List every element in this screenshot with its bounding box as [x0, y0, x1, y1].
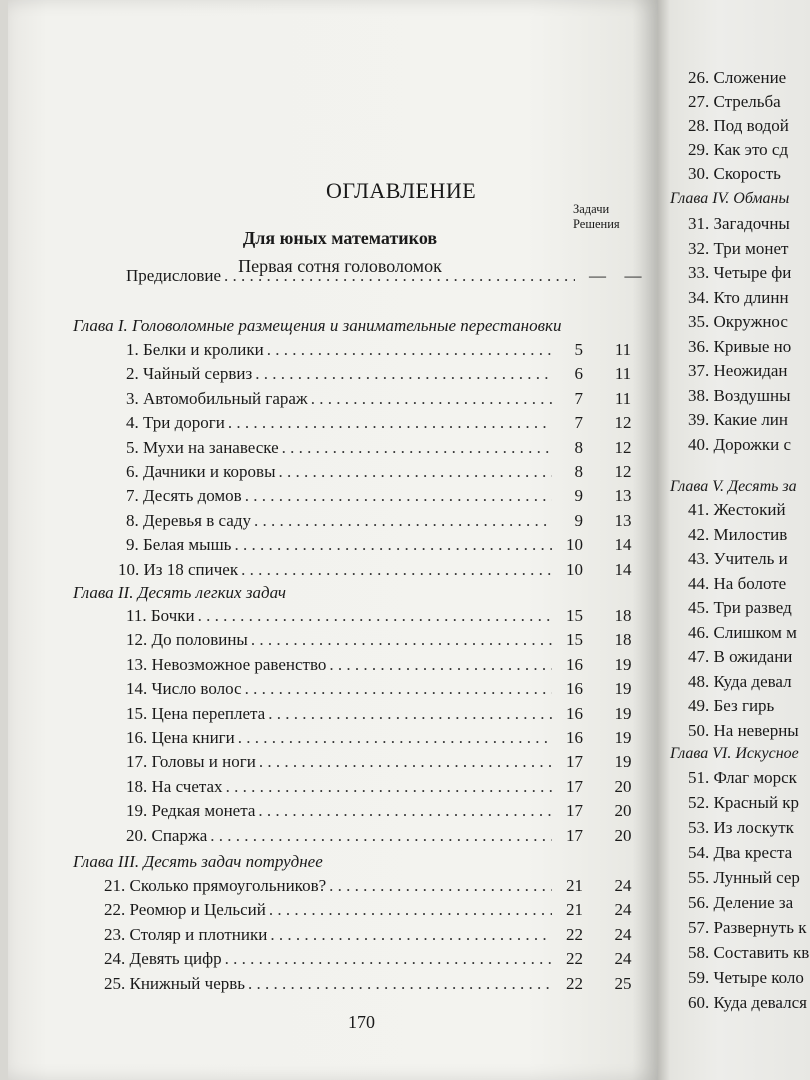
solution-page: 14: [614, 535, 632, 555]
toc-entry-title: 13. Невозможное равенство: [126, 654, 327, 674]
leader-dots: [254, 511, 552, 531]
toc-entry-title: 16. Цена книги: [126, 728, 235, 747]
toc-entry: [126, 630, 632, 652]
toc-entry: 49. Без гирь: [688, 696, 775, 715]
problem-page: 22: [566, 949, 583, 969]
toc-entry-title: 7. Десять домов: [126, 486, 242, 506]
right-page: [658, 0, 810, 1080]
toc-entry: 36. Кривые но: [688, 336, 792, 356]
leader-dots: [259, 752, 552, 772]
leader-dots: [311, 389, 552, 409]
section-title: Для юных математиков: [242, 228, 438, 248]
solution-page: 24: [614, 876, 632, 895]
toc-entry: [126, 364, 632, 386]
solution-page: 14: [614, 559, 632, 579]
toc-entry: 52. Красный кр: [688, 793, 800, 812]
problem-page: 17: [566, 752, 583, 772]
toc-entry: [118, 559, 632, 582]
toc-entry-title: 19. Редкая монета: [126, 801, 256, 821]
solution-page: 12: [614, 413, 632, 433]
solution-page: 12: [614, 437, 632, 457]
toc-entry: 26. Сложение: [688, 68, 787, 87]
problem-page: 9: [574, 486, 583, 506]
toc-entry: 50. На неверны: [688, 720, 799, 740]
chapter-heading: Глава I. Головоломные размещения и занимательные перестановки: [73, 316, 562, 335]
toc-entry-title: 8. Деревья в саду: [126, 510, 251, 530]
solution-page: 20: [614, 776, 632, 796]
toc-entry-title: 4. Три дороги: [126, 413, 225, 433]
leader-dots: [255, 364, 552, 384]
leader-dots: [238, 728, 552, 748]
toc-entry: [126, 752, 632, 774]
toc-entry-title: 5. Мухи на занавеске: [126, 437, 279, 457]
toc-entry: [126, 703, 632, 726]
toc-entry: 60. Куда девался: [688, 993, 807, 1012]
toc-entry-title: 12. До половины: [126, 630, 248, 650]
problem-page: 8: [574, 437, 583, 457]
toc-entry-title: 15. Цена переплета: [126, 703, 266, 723]
toc-entry: [104, 949, 632, 971]
toc-entry: [126, 801, 632, 823]
problem-page: 5: [574, 340, 583, 359]
toc-entry-title: 2. Чайный сервиз: [126, 364, 253, 384]
leader-dots: [270, 925, 552, 945]
toc-entry-title: 22. Реомюр и Цельсий: [104, 900, 266, 920]
leader-dots: [241, 560, 552, 580]
problem-page: 7: [574, 413, 583, 433]
toc-entry: 56. Деление за: [688, 893, 794, 912]
toc-entry: 34. Кто длинн: [688, 287, 789, 307]
toc-entry: [104, 876, 632, 898]
toc-entry: [126, 535, 632, 557]
problem-page: 15: [566, 606, 583, 625]
toc-entry-title: 18. На счетах: [126, 776, 223, 796]
solution-page: 24: [614, 949, 632, 969]
toc-entry: [126, 679, 632, 701]
toc-entry: 32. Три монет: [688, 238, 789, 258]
toc-entry: 44. На болоте: [688, 573, 787, 593]
toc-entry: [126, 266, 642, 288]
problem-page: 8: [574, 462, 583, 481]
toc-entry: [126, 825, 632, 848]
toc-entry: [126, 776, 632, 799]
toc-entry: [126, 510, 632, 533]
toc-entry: 51. Флаг морск: [688, 768, 797, 787]
toc-entry: [104, 924, 632, 947]
solution-page: 19: [614, 654, 632, 674]
toc-entry: 42. Милостив: [688, 524, 788, 544]
toc-entry: 53. Из лоскутк: [688, 818, 794, 837]
toc-entry-title: 10. Из 18 спичек: [118, 559, 239, 579]
page-title: ОГЛАВЛЕНИЕ: [326, 178, 477, 203]
problem-page: 10: [566, 559, 583, 579]
problem-page: 10: [566, 535, 583, 555]
solution-page: 25: [614, 973, 632, 993]
problem-page: 15: [566, 630, 583, 650]
toc-entry: 39. Какие лин: [688, 410, 788, 429]
leader-dots: [225, 949, 552, 969]
leader-dots: [224, 266, 575, 286]
toc-entry: 37. Неожидан: [688, 361, 788, 380]
toc-entry: 46. Слишком м: [688, 622, 797, 642]
toc-entry: 45. Три развед: [688, 598, 792, 617]
toc-entry: 54. Два креста: [688, 843, 793, 862]
left-page: [8, 0, 658, 1080]
leader-dots: [279, 462, 552, 482]
leader-dots: [228, 413, 552, 433]
toc-entry-title: 23. Столяр и плотники: [104, 924, 268, 944]
toc-entry: [126, 437, 632, 460]
solution-page: 24: [614, 924, 632, 944]
solution-page: 11: [614, 340, 632, 359]
chapter-heading: Глава II. Десять легких задач: [73, 583, 286, 602]
solution-page: 13: [614, 486, 632, 506]
toc-entry: 41. Жестокий: [688, 500, 786, 519]
toc-entry-title: 24. Девять цифр: [104, 949, 222, 969]
solution-page: 18: [614, 630, 632, 650]
toc-entry-title: 20. Спаржа: [126, 825, 208, 845]
solution-page: 11: [614, 364, 632, 384]
leader-dots: [234, 535, 552, 555]
solution-page: 19: [614, 679, 632, 699]
toc-entry: [104, 973, 632, 996]
toc-entry-title: 11. Бочки: [126, 606, 195, 625]
section-subtitle: Первая сотня головоломок: [238, 256, 442, 276]
chapter-heading: Глава III. Десять задач потруднее: [73, 852, 323, 871]
toc-entry: 30. Скорость: [688, 164, 781, 183]
problem-page: 22: [566, 924, 583, 944]
leader-dots: [329, 655, 552, 675]
toc-entry-title: 14. Число волос: [126, 679, 242, 699]
toc-entry: 40. Дорожки с: [688, 434, 792, 454]
problem-page: 7: [574, 388, 583, 408]
problem-page: 21: [566, 900, 583, 920]
toc-entry: 38. Воздушны: [688, 385, 791, 405]
chapter-heading: Глава V. Десять за: [670, 478, 797, 495]
chapter-heading: Глава VI. Искусное: [670, 745, 799, 762]
problem-page: 6: [574, 364, 583, 384]
leader-dots: [267, 340, 552, 360]
toc-entry: 59. Четыре коло: [688, 968, 804, 987]
chapter-heading: Глава IV. Обманы: [670, 190, 790, 207]
solution-page: 12: [614, 462, 632, 481]
solution-page: 19: [614, 728, 632, 747]
problem-page: 21: [566, 876, 583, 895]
leader-dots: [245, 486, 552, 506]
toc-entry: 33. Четыре фи: [688, 263, 792, 282]
toc-entry: 27. Стрельба: [688, 92, 781, 111]
leader-dots: [226, 777, 552, 797]
toc-entry: [126, 413, 632, 435]
toc-entry: 35. Окружнос: [688, 312, 788, 331]
problem-page: —: [589, 266, 606, 285]
toc-entry-title: 9. Белая мышь: [126, 535, 232, 555]
toc-entry-title: 17. Головы и ноги: [126, 752, 256, 772]
solution-page: 20: [614, 825, 632, 845]
problem-page: 16: [566, 703, 583, 723]
problem-page: 17: [566, 825, 583, 845]
toc-entry: 57. Развернуть к: [688, 918, 807, 937]
toc-entry: 43. Учитель и: [688, 549, 788, 568]
toc-entry: 29. Как это сд: [688, 140, 789, 159]
toc-entry: 31. Загадочны: [688, 214, 790, 233]
toc-entry: [126, 486, 632, 508]
problem-page: 22: [566, 973, 583, 993]
solution-page: 11: [614, 388, 632, 408]
problem-page: 17: [566, 801, 583, 821]
leader-dots: [248, 974, 552, 994]
toc-entry-title: 25. Книжный червь: [104, 973, 246, 993]
toc-entry: [126, 606, 632, 628]
problem-page: 9: [574, 510, 583, 530]
toc-entry: [126, 388, 632, 411]
solution-page: 18: [614, 606, 632, 625]
toc-entry: [126, 340, 632, 362]
toc-entry-title: 1. Белки и кролики: [126, 340, 264, 359]
page-number: 170: [348, 1012, 375, 1032]
problem-page: 16: [566, 654, 583, 674]
problem-page: 16: [566, 728, 583, 747]
toc-entry-title: 6. Дачники и коровы: [126, 462, 276, 481]
toc-entry: [126, 654, 632, 677]
solution-page: 24: [614, 900, 632, 920]
toc-entry-title: 21. Сколько прямоугольников?: [104, 876, 327, 895]
problem-page: 16: [566, 679, 583, 699]
toc-entry: 48. Куда девал: [688, 671, 792, 691]
solution-page: 20: [614, 801, 632, 821]
leader-dots: [245, 679, 552, 699]
leader-dots: [282, 438, 552, 458]
leader-dots: [210, 826, 552, 846]
solution-page: 13: [614, 510, 632, 530]
problem-page: 17: [566, 776, 583, 796]
toc-entry-title: 3. Автомобильный гараж: [126, 388, 308, 408]
toc-entry: 28. Под водой: [688, 116, 789, 135]
solution-page: —: [624, 266, 642, 285]
toc-entry: [126, 462, 632, 484]
leader-dots: [198, 606, 552, 626]
toc-entry: [104, 900, 632, 922]
leader-dots: [329, 876, 552, 896]
toc-entry: 55. Лунный сер: [688, 868, 800, 887]
toc-entry: 47. В ожидани: [688, 647, 793, 666]
toc-entry-title: Предисловие: [126, 266, 222, 285]
leader-dots: [258, 801, 552, 821]
columns-header: Задачи Решения: [573, 202, 620, 231]
toc-entry: [126, 728, 632, 750]
solution-page: 19: [614, 752, 632, 772]
leader-dots: [268, 704, 552, 724]
leader-dots: [269, 900, 552, 920]
toc-entry: 58. Составить кв: [688, 943, 810, 962]
leader-dots: [251, 630, 552, 650]
solution-page: 19: [614, 703, 632, 723]
